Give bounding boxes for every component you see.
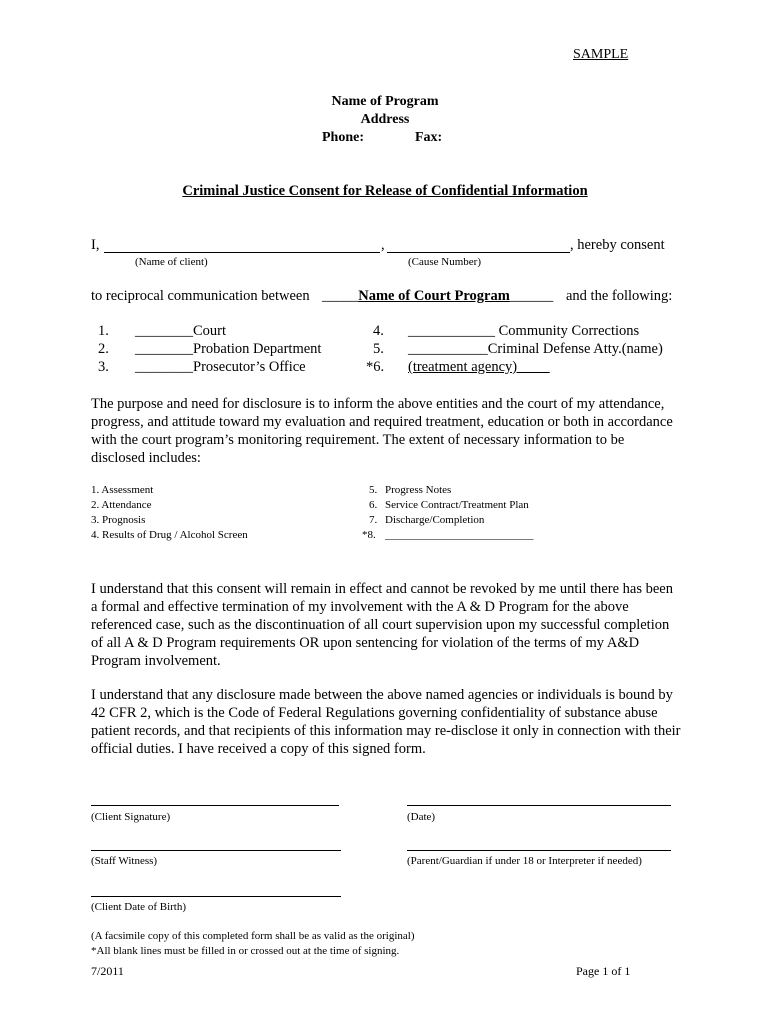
entity-num: 3.: [98, 359, 109, 375]
revocation-paragraph: I understand that this consent will remain in effect and cannot be revoked by me until there has been a formal and effective termination of my involvement with the A & D Program for the above referenced case, such as the discontinuation of all court supervision upon my successful completion of all A & D Program requirements OR upon sentencing for violation of the terms of my A&D Program involvement.: [91, 581, 673, 669]
entity-num: 4.: [373, 323, 384, 339]
info-item: 1. Assessment: [91, 484, 154, 496]
phone-label: Phone:: [322, 130, 364, 145]
parent-guardian-caption: (Parent/Guardian if under 18 or Interpreter if needed): [407, 855, 642, 867]
court-program-name: Name of Court Program: [358, 288, 510, 304]
entity-blank: ________: [135, 341, 193, 357]
date-caption: (Date): [407, 811, 436, 823]
form-title: Criminal Justice Consent for Release of Confidential Information: [182, 183, 588, 199]
info-item: Progress Notes: [385, 484, 452, 496]
info-num: 6.: [369, 499, 378, 511]
cause-caption: (Cause Number): [408, 256, 482, 268]
treatment-agency: (treatment agency): [408, 359, 550, 375]
entity-num: 5.: [373, 341, 384, 357]
entity-item: ____________ Community Corrections: [408, 323, 640, 339]
consent-suffix: , hereby consent: [570, 237, 665, 253]
staff-witness-line[interactable]: [91, 850, 341, 851]
entity-label: Probation Department: [193, 341, 322, 357]
court-program-blank-pre: _____: [322, 288, 359, 304]
program-name: Name of Program: [331, 94, 439, 109]
client-signature-line[interactable]: [91, 805, 339, 806]
reciprocal-text: to reciprocal communication between: [91, 288, 310, 304]
info-item: Discharge/Completion: [385, 514, 485, 526]
entity-num: 1.: [98, 323, 109, 339]
facsimile-note: (A facsimile copy of this completed form shall be as valid as the original): [91, 930, 415, 942]
and-following: and the following:: [566, 288, 673, 304]
info-item: 2. Attendance: [91, 499, 152, 511]
court-program-field: [322, 288, 553, 305]
sample-label: SAMPLE: [573, 47, 629, 62]
name-caption: (Name of client): [135, 256, 208, 268]
cfr-paragraph: I understand that any disclosure made between the above named agencies or individuals is bound by 42 CFR 2, which is the Code of Federal Regulations governing confidentiality of substance abuse patient records, and that recipients of this information may re-disclose it only in connection with their official duties. I have received a copy of this signed form.: [91, 687, 681, 757]
info-num: 7.: [369, 514, 378, 526]
parent-guardian-line[interactable]: [407, 850, 671, 851]
info-num: *8.: [362, 529, 376, 541]
consent-comma: ,: [381, 237, 385, 253]
date-line[interactable]: [407, 805, 671, 806]
cause-number-line[interactable]: [387, 252, 570, 253]
purpose-paragraph: The purpose and need for disclosure is to inform the above entities and the court of my attendance, progress, and attitude toward my evaluation and required treatment, education or both in accordance with the court program’s monitoring requirement. The extent of necessary information to be disclosed includes:: [91, 396, 673, 466]
info-num: 5.: [369, 484, 378, 496]
staff-witness-caption: (Staff Witness): [91, 855, 158, 867]
client-signature-caption: (Client Signature): [91, 811, 171, 823]
entity-num: *6.: [366, 359, 385, 375]
entity-item: [135, 323, 226, 340]
entity-num: 2.: [98, 341, 109, 357]
entity-blank: ________: [135, 323, 193, 339]
program-address: Address: [360, 112, 410, 127]
page-number: Page 1 of 1: [576, 964, 631, 978]
info-item: 3. Prognosis: [91, 514, 146, 526]
consent-prefix: I,: [91, 237, 100, 253]
court-program-blank-post: ______: [509, 288, 554, 304]
info-item: Service Contract/Treatment Plan: [385, 499, 529, 511]
client-dob-caption: (Client Date of Birth): [91, 901, 187, 913]
info-item-blank[interactable]: ___________________________: [385, 529, 534, 541]
blank-lines-note: *All blank lines must be filled in or crossed out at the time of signing.: [91, 945, 400, 957]
entity-blank: ________: [135, 359, 193, 375]
footer-date: 7/2011: [91, 964, 124, 978]
entity-item: [135, 359, 306, 376]
entity-item: ___________Criminal Defense Atty.(name): [408, 341, 663, 357]
client-name-line[interactable]: [104, 252, 380, 253]
entity-label: Prosecutor’s Office: [193, 359, 306, 375]
fax-label: Fax:: [415, 130, 443, 145]
client-dob-line[interactable]: [91, 896, 341, 897]
entity-label: Court: [193, 323, 227, 339]
entity-item: [135, 341, 321, 358]
info-item: 4. Results of Drug / Alcohol Screen: [91, 529, 248, 541]
